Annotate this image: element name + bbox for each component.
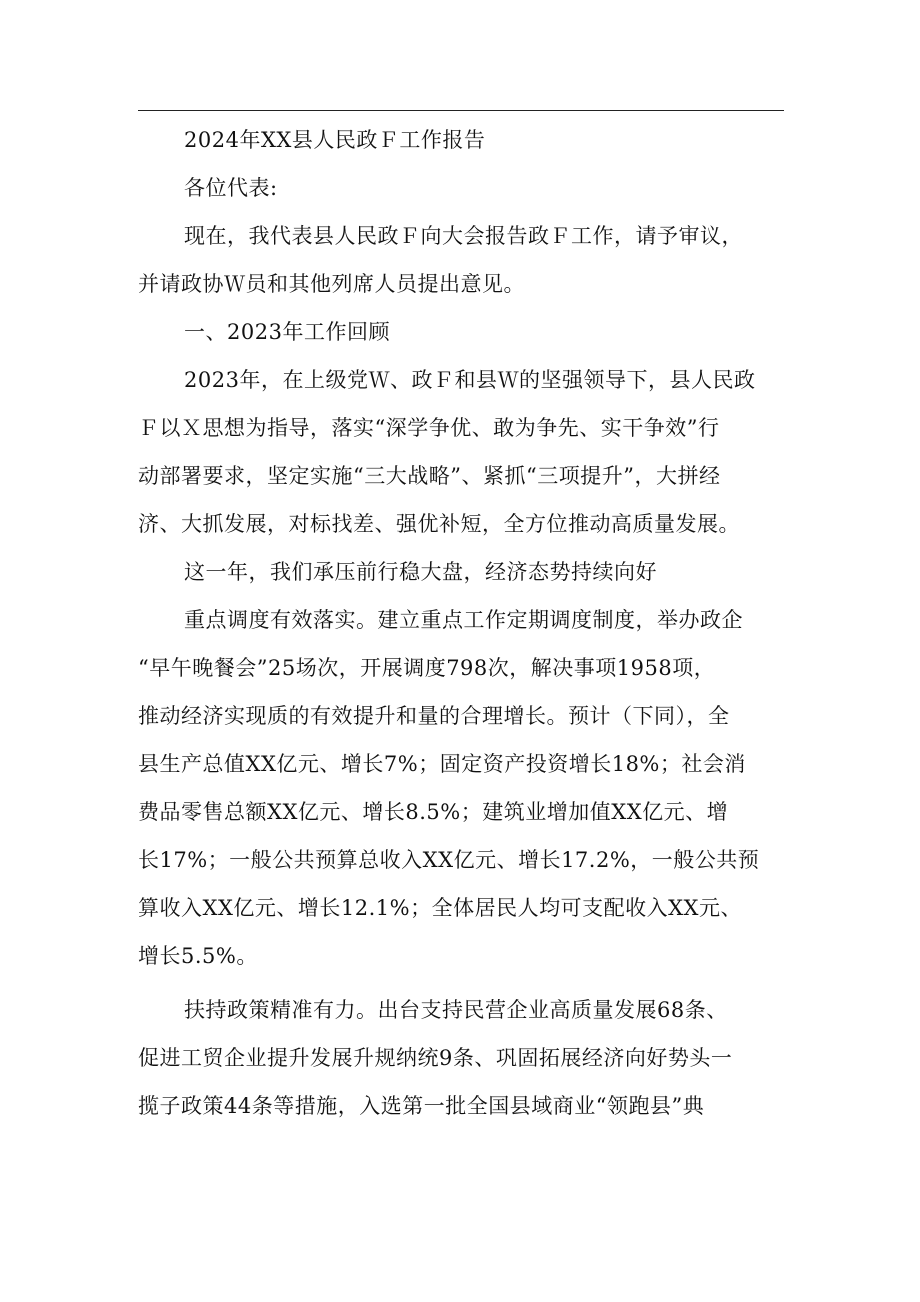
policy-line: 促进工贸企业提升发展升规纳统9条、巩固拓展经济向好势头一 bbox=[138, 1046, 733, 1070]
dispatch-line: 长17%；一般公共预算总收入XX亿元、增长17.2%，一般公共预 bbox=[138, 848, 760, 872]
dispatch-line: 算收入XX亿元、增长12.1%；全体居民人均可支配收入XX元、 bbox=[138, 896, 743, 920]
section-heading: 一、2023年工作回顾 bbox=[184, 320, 390, 344]
policy-line: 扶持政策精准有力。出台支持民营企业高质量发展68条、 bbox=[184, 998, 728, 1022]
dispatch-line: 推动经济实现质的有效提升和量的合理增长。预计（下同），全 bbox=[138, 704, 730, 728]
subheading: 这一年，我们承压前行稳大盘，经济态势持续向好 bbox=[184, 560, 657, 584]
dispatch-line: 重点调度有效落实。建立重点工作定期调度制度，举办政企 bbox=[184, 608, 743, 632]
policy-line: 揽子政策44条等措施，入选第一批全国县域商业“领跑县”典 bbox=[138, 1094, 705, 1118]
header-rule bbox=[138, 110, 784, 111]
document-body bbox=[138, 116, 798, 1130]
dispatch-line: 费品零售总额XX亿元、增长8.5%；建筑业增加值XX亿元、增 bbox=[138, 800, 729, 824]
salutation: 各位代表: bbox=[184, 176, 278, 200]
summary-line: Ｆ以Ｘ思想为指导，落实“深学争优、敢为争先、实干争效”行 bbox=[138, 416, 720, 440]
intro-line: 现在，我代表县人民政Ｆ向大会报告政Ｆ工作，请予审议， bbox=[184, 224, 743, 248]
dispatch-line: 县生产总值XX亿元、增长7%；固定资产投资增长18%；社会消 bbox=[138, 752, 746, 776]
document-title: 2024年XX县人民政Ｆ工作报告 bbox=[184, 128, 486, 152]
intro-line: 并请政协Ｗ员和其他列席人员提出意见。 bbox=[138, 272, 525, 296]
summary-line: 济、大抓发展，对标找差、强优补短，全方位推动高质量发展。 bbox=[138, 512, 740, 536]
summary-line: 2023年，在上级党Ｗ、政Ｆ和县Ｗ的坚强领导下，县人民政 bbox=[184, 368, 756, 392]
summary-line: 动部署要求，坚定实施“三大战略”、紧抓“三项提升”，大拼经 bbox=[138, 464, 721, 488]
dispatch-line: 增长5.5%。 bbox=[138, 944, 258, 968]
dispatch-line: “早午晚餐会”25场次，开展调度798次，解决事项1958项， bbox=[138, 656, 716, 680]
